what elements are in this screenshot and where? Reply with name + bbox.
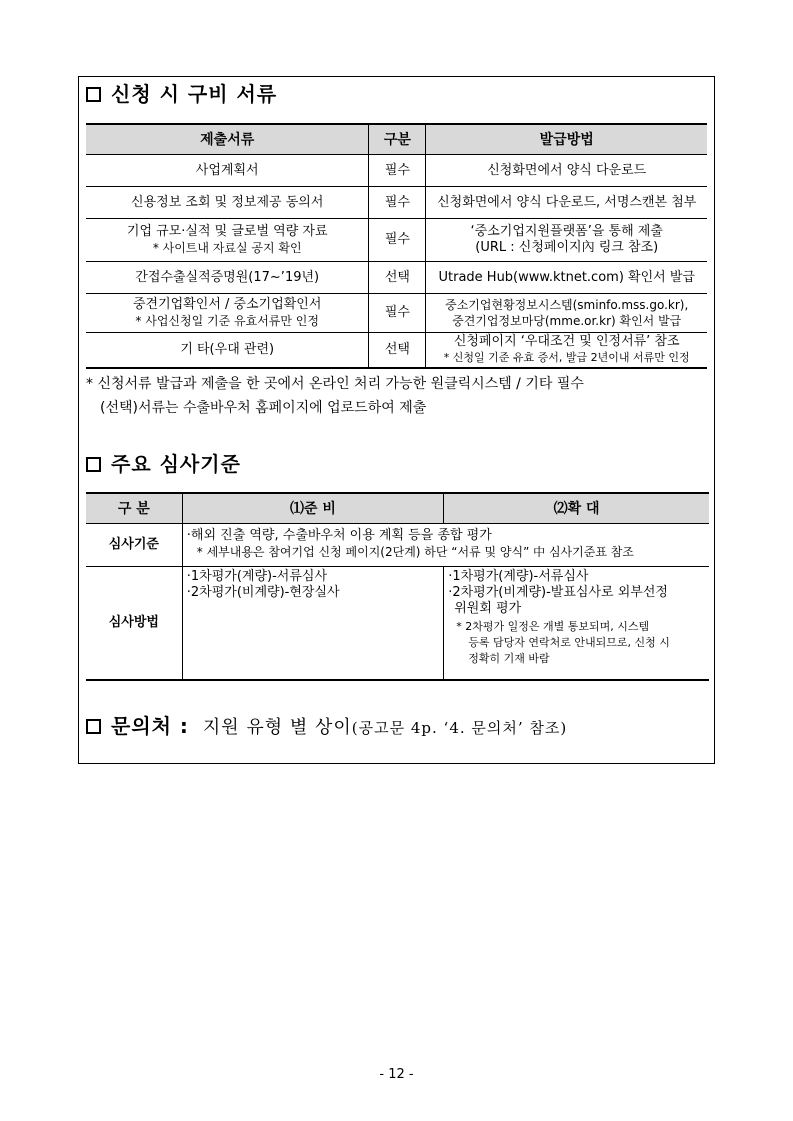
expand-item: 위원회 평가 (454, 601, 522, 616)
contact-text: 지원 유형 별 상이 (202, 717, 352, 738)
doc-text: 중견기업확인서 / 중소기업확인서 (132, 297, 322, 312)
expand-cell (444, 567, 709, 681)
table-header-row (86, 493, 709, 524)
row-label: 심사방법 (86, 567, 182, 681)
note-line: (선택)서류는 수출바우처 홈페이지에 업로드하여 제출 (100, 400, 427, 416)
documents-note (86, 372, 711, 420)
type-cell: 필수 (369, 294, 426, 333)
method-cell (426, 333, 707, 369)
table-row (86, 333, 707, 369)
table-row (86, 187, 707, 219)
prep-cell (182, 567, 443, 681)
column-header: 구 분 (86, 493, 182, 524)
method-cell: 신청화면에서 양식 다운로드 (426, 155, 707, 187)
doc-cell (86, 219, 369, 262)
checkbox-square-icon (86, 719, 101, 734)
table-row (86, 524, 709, 567)
criteria-text: ·해외 진출 역량, 수출바우처 이용 계획 등을 종합 평가 (186, 528, 492, 543)
type-cell: 필수 (369, 187, 426, 219)
doc-cell (86, 294, 369, 333)
type-cell: 선택 (369, 333, 426, 369)
section-heading-documents (86, 78, 277, 107)
doc-cell: 신용정보 조회 및 정보제공 동의서 (86, 187, 369, 219)
table-header-row (86, 124, 707, 155)
table-row (86, 294, 707, 333)
expand-item: ·2차평가(비계량)-발표심사로 외부선정 (448, 585, 668, 600)
expand-item: ·1차평가(계량)-서류심사 (448, 569, 589, 584)
table-row (86, 219, 707, 262)
contact-reference: (공고문 4p. ‘4. 문의처’ 참조) (351, 719, 568, 737)
expand-note: 등록 담당자 연락처로 안내되므로, 신청 시 (468, 636, 670, 649)
method-note: * 신청일 기준 유효 증서, 발급 2년이내 서류만 인정 (443, 351, 690, 364)
criteria-table (86, 492, 709, 681)
section-title: 주요 심사기준 (111, 452, 241, 476)
documents-table (86, 123, 707, 369)
prep-item: ·1차평가(계량)-서류심사 (186, 569, 328, 584)
column-header: 구분 (369, 124, 426, 155)
criteria-note: * 세부내용은 참여기업 신청 페이지(2단계) 하단 “서류 및 양식” 中 심사기준표 참조 (196, 545, 634, 559)
type-cell: 필수 (369, 155, 426, 187)
doc-cell: 사업계획서 (86, 155, 369, 187)
column-header: ⑵확 대 (444, 493, 709, 524)
checkbox-square-icon (86, 457, 101, 472)
method-cell: Utrade Hub(www.ktnet.com) 확인서 발급 (426, 262, 707, 294)
method-note: 중견기업정보마당(mme.or.kr) 확인서 발급 (452, 314, 682, 328)
prep-item: ·2차평가(비계량)-현장실사 (186, 585, 340, 600)
criteria-cell (182, 524, 709, 567)
doc-note: * 사이트내 자료실 공지 확인 (152, 241, 302, 255)
method-text: 중소기업현황정보시스템(sminfo.mss.go.kr), (445, 298, 689, 312)
column-header: 제출서류 (86, 124, 369, 155)
method-cell: 신청화면에서 양식 다운로드, 서명스캔본 첨부 (426, 187, 707, 219)
page-number: - 12 - (379, 1067, 414, 1082)
table-row (86, 262, 707, 294)
expand-note: * 2차평가 일정은 개별 통보되며, 시스템 (456, 620, 650, 633)
method-cell (426, 294, 707, 333)
table-row (86, 155, 707, 187)
note-line: * 신청서류 발급과 제출을 한 곳에서 온라인 처리 가능한 원클릭시스템 / 기타 필수 (86, 376, 584, 392)
method-cell (426, 219, 707, 262)
method-text: 신청페이지 ‘우대조건 및 인정서류’ 참조 (453, 334, 680, 349)
type-cell: 필수 (369, 219, 426, 262)
section-heading-criteria (86, 448, 241, 477)
doc-text: 기업 규모·실적 및 글로벌 역량 자료 (126, 224, 328, 239)
expand-note: 정확히 기재 바람 (468, 652, 550, 665)
doc-note: * 사업신청일 기준 유효서류만 인정 (135, 314, 319, 328)
method-note: (URL : 신청페이지內 링크 참조) (475, 240, 659, 255)
checkbox-square-icon (86, 87, 101, 102)
method-text: ‘중소기업지원플랫폼’을 통해 제출 (470, 224, 663, 239)
doc-cell: 간접수출실적증명원(17~’19년) (86, 262, 369, 294)
column-header: 발급방법 (426, 124, 707, 155)
section-heading-contact (86, 710, 567, 739)
section-title: 신청 시 구비 서류 (111, 82, 278, 106)
table-row (86, 567, 709, 681)
doc-cell: 기 타(우대 관련) (86, 333, 369, 369)
type-cell: 선택 (369, 262, 426, 294)
column-header: ⑴준 비 (182, 493, 443, 524)
section-title: 문의처 : (111, 714, 189, 738)
row-label: 심사기준 (86, 524, 182, 567)
